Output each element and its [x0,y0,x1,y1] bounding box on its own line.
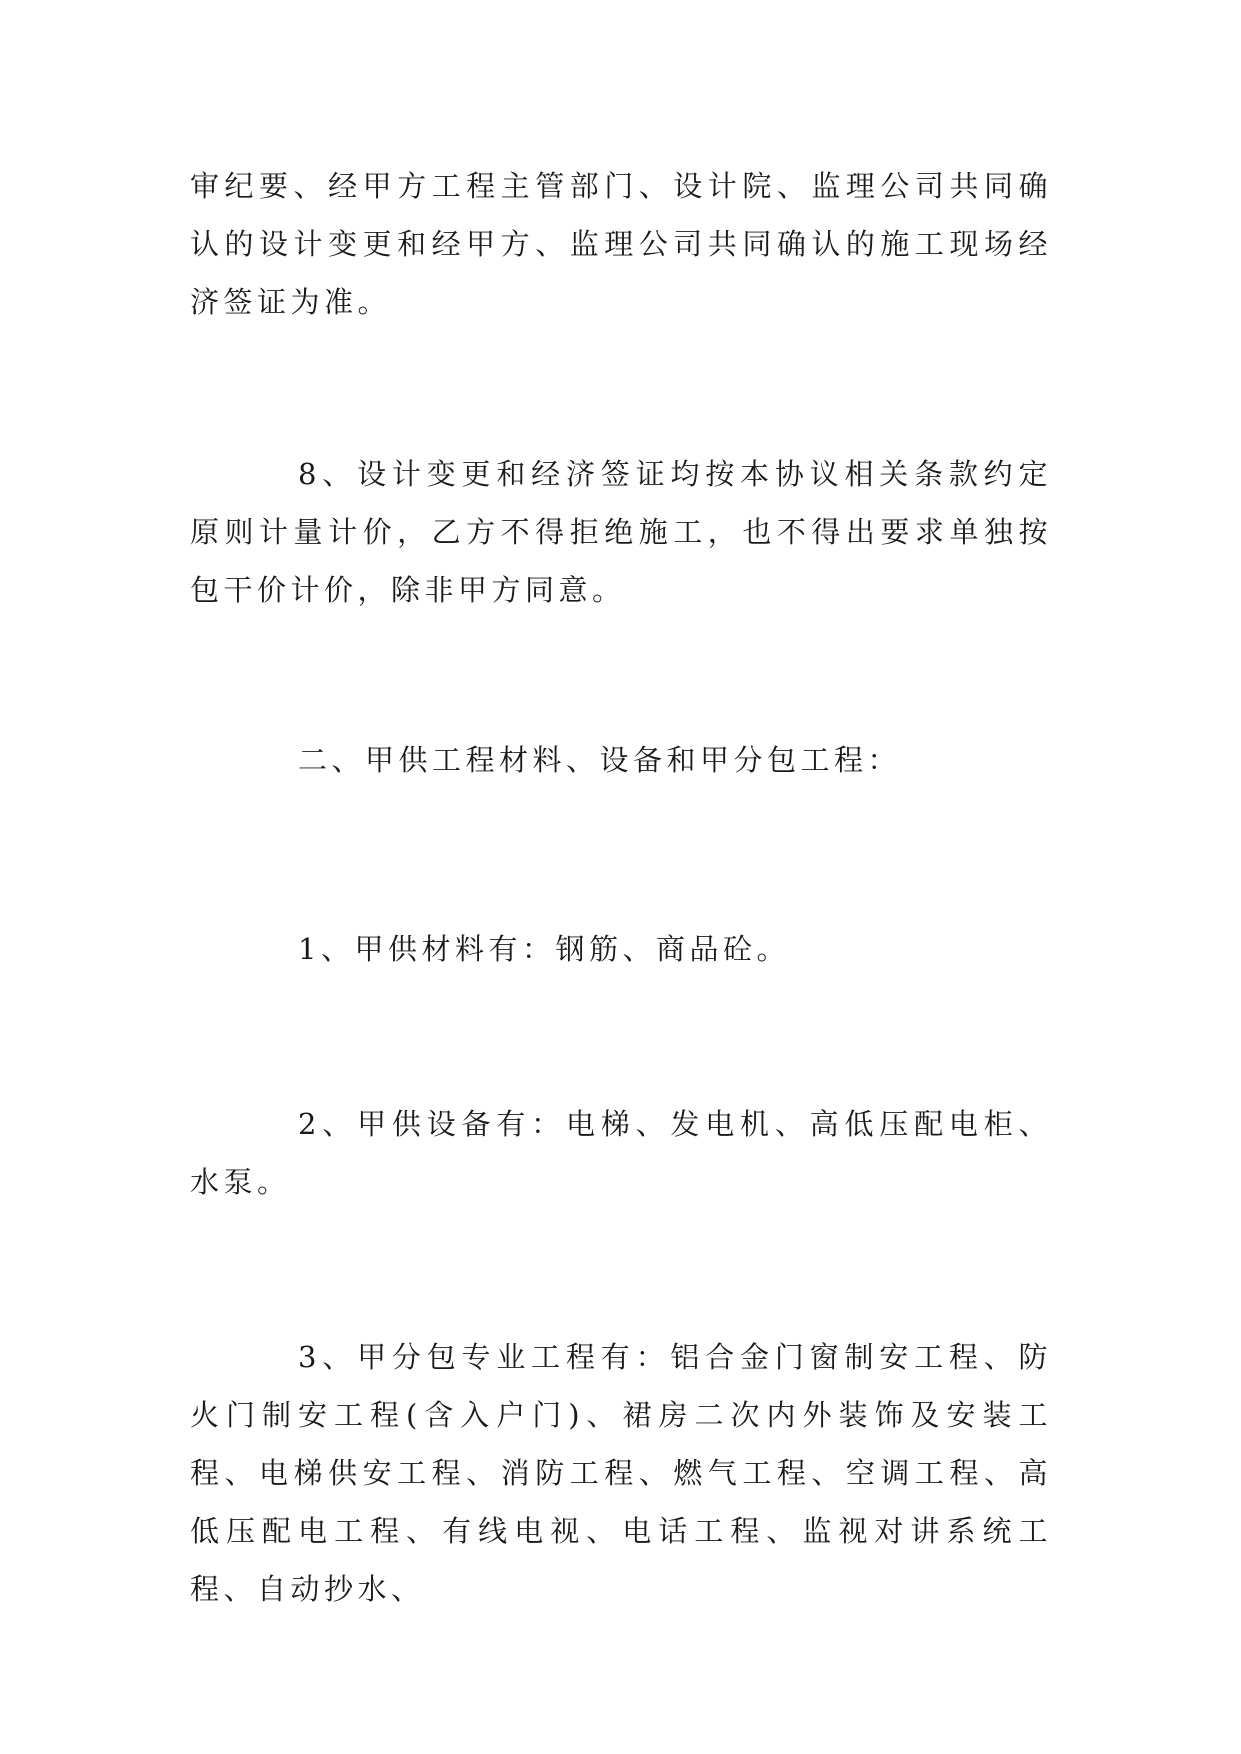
paragraph-continuation: 审纪要、经甲方工程主管部门、设计院、监理公司共同确认的设计变更和经甲方、监理公司共同确认的施工现场经济签证为准。 [190,169,1052,319]
paragraph-clause-2: 2、甲供设备有：电梯、发电机、高低压配电柜、水泵。 [190,1107,1052,1199]
section-heading-supplied-materials: 二、甲供工程材料、设备和甲分包工程： [298,743,902,777]
paragraph-clause-3: 3、甲分包专业工程有：铝合金门窗制安工程、防火门制安工程(含入户门)、裙房二次内外装饰及安装工程、电梯供安工程、消防工程、燃气工程、空调工程、高低压配电工程、有线电视、电话工程、监视对讲系统工程、自动抄水、 [190,1340,1052,1606]
paragraph-clause-1: 1、甲供材料有：钢筋、商品砼。 [298,932,790,966]
paragraph-clause-8: 8、设计变更和经济签证均按本协议相关条款约定原则计量计价，乙方不得拒绝施工，也不得出要求单独按包干价计价，除非甲方同意。 [190,457,1052,607]
